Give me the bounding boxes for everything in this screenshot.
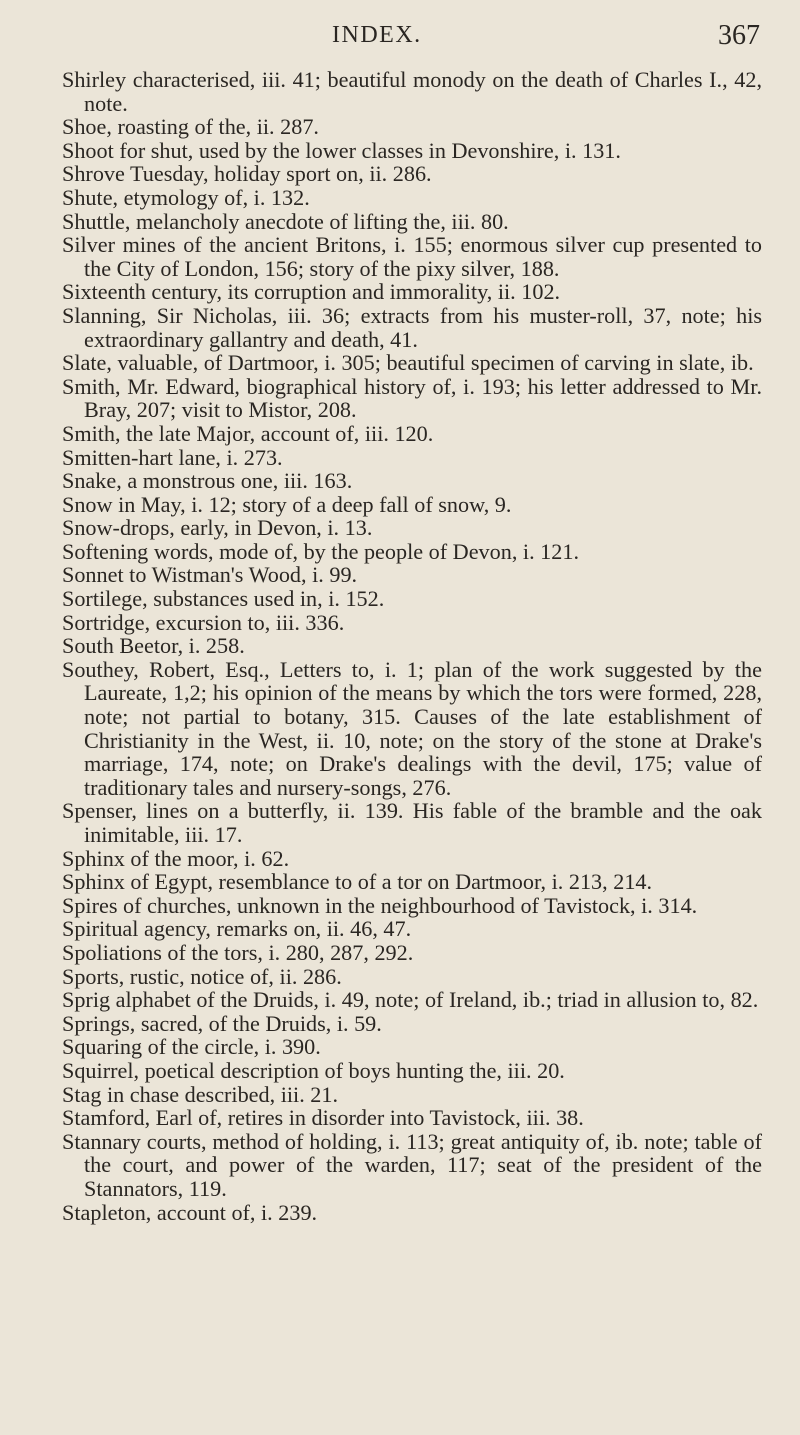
index-entry: Slate, valuable, of Dartmoor, i. 305; beautiful specimen of carving in slate, ib. (62, 350, 754, 376)
index-entry: Slanning, Sir Nicholas, iii. 36; extracts from his muster-roll, 37, note; his extraordinary gallantry and death, 41. (62, 302, 762, 352)
index-entry: Sortridge, excursion to, iii. 336. (62, 609, 345, 635)
index-entry: Squirrel, poetical description of boys hunting the, iii. 20. (62, 1057, 565, 1083)
index-entry: Shoot for shut, used by the lower classes in Devonshire, i. 131. (62, 137, 621, 163)
index-entry: Spoliations of the tors, i. 280, 287, 292. (62, 939, 414, 965)
index-entry: Shirley characterised, iii. 41; beautiful monody on the death of Charles I., 42, note. (62, 67, 762, 116)
index-entry: Smith, the late Major, account of, iii. 120. (62, 420, 434, 446)
index-entry: Spenser, lines on a butterfly, ii. 139. His fable of the bramble and the oak inimitable, iii. 17. (62, 798, 762, 847)
index-entry: Sonnet to Wistman's Wood, i. 99. (62, 562, 358, 588)
index-entry: Sixteenth century, its corruption and immorality, ii. 102. (62, 279, 561, 305)
index-entry: Snake, a monstrous one, iii. 163. (62, 468, 353, 494)
index-entry: Shuttle, melancholy anecdote of lifting the, iii. 80. (62, 208, 509, 234)
index-entry: Shute, etymology of, i. 132. (62, 184, 310, 210)
index-entry: Snow-drops, early, in Devon, i. 13. (62, 515, 373, 541)
index-entry: Sports, rustic, notice of, ii. 286. (62, 963, 342, 989)
page-header (62, 22, 762, 62)
index-entry: Southey, Robert, Esq., Letters to, i. 1; plan of the work suggested by the Laureate, 1,2; his opinion of the means by which the tors were formed, 228, note; not partial to botany, 315. Causes of the late establishment of Christianity in the West, ii. 10, note; on the story of the stone at Drake's marriage, 174, note; on Drake's dealings with the devil, 175; value of traditionary tales and nursery-songs, 276. (62, 656, 762, 800)
index-entry: Shoe, roasting of the, ii. 287. (62, 114, 319, 140)
index-entry: Snow in May, i. 12; story of a deep fall of snow, 9. (62, 491, 512, 517)
running-title: INDEX. (332, 22, 422, 48)
index-entry: Sphinx of the moor, i. 62. (62, 845, 290, 871)
index-entry: Stapleton, account of, i. 239. (62, 1199, 318, 1225)
index-entry: Spiritual agency, remarks on, ii. 46, 47. (62, 916, 412, 942)
page-number: 367 (718, 20, 760, 51)
index-entries (62, 68, 762, 1224)
index-entry: Stannary courts, method of holding, i. 113; great antiquity of, ib. note; table of the court, and power of the warden, 117; seat of the president of the Stannators, 119. (62, 1128, 762, 1201)
index-entry: Stamford, Earl of, retires in disorder into Tavistock, iii. 38. (62, 1105, 584, 1131)
index-entry: Sprig alphabet of the Druids, i. 49, note; of Ireland, ib.; triad in allusion to, 82. (62, 987, 759, 1013)
index-entry: Softening words, mode of, by the people of Devon, i. 121. (62, 538, 580, 564)
index-entry: Smith, Mr. Edward, biographical history of, i. 193; his letter addressed to Mr. Bray, 207; visit to Mistor, 208. (62, 373, 762, 423)
index-entry: Sortilege, substances used in, i. 152. (62, 586, 385, 612)
index-entry: Smitten-hart lane, i. 273. (62, 444, 283, 470)
index-entry: Spires of churches, unknown in the neighbourhood of Tavistock, i. 314. (62, 892, 698, 918)
index-entry: Squaring of the circle, i. 390. (62, 1034, 321, 1060)
index-entry: South Beetor, i. 258. (62, 633, 245, 659)
index-entry: Stag in chase described, iii. 21. (62, 1081, 339, 1107)
index-entry: Springs, sacred, of the Druids, i. 59. (62, 1010, 382, 1036)
index-entry: Shrove Tuesday, holiday sport on, ii. 286. (62, 161, 432, 187)
index-entry: Sphinx of Egypt, resemblance to of a tor on Dartmoor, i. 213, 214. (62, 869, 653, 895)
index-entry: Silver mines of the ancient Britons, i. 155; enormous silver cup presented to the City of London, 156; story of the pixy silver, 188. (62, 232, 762, 281)
